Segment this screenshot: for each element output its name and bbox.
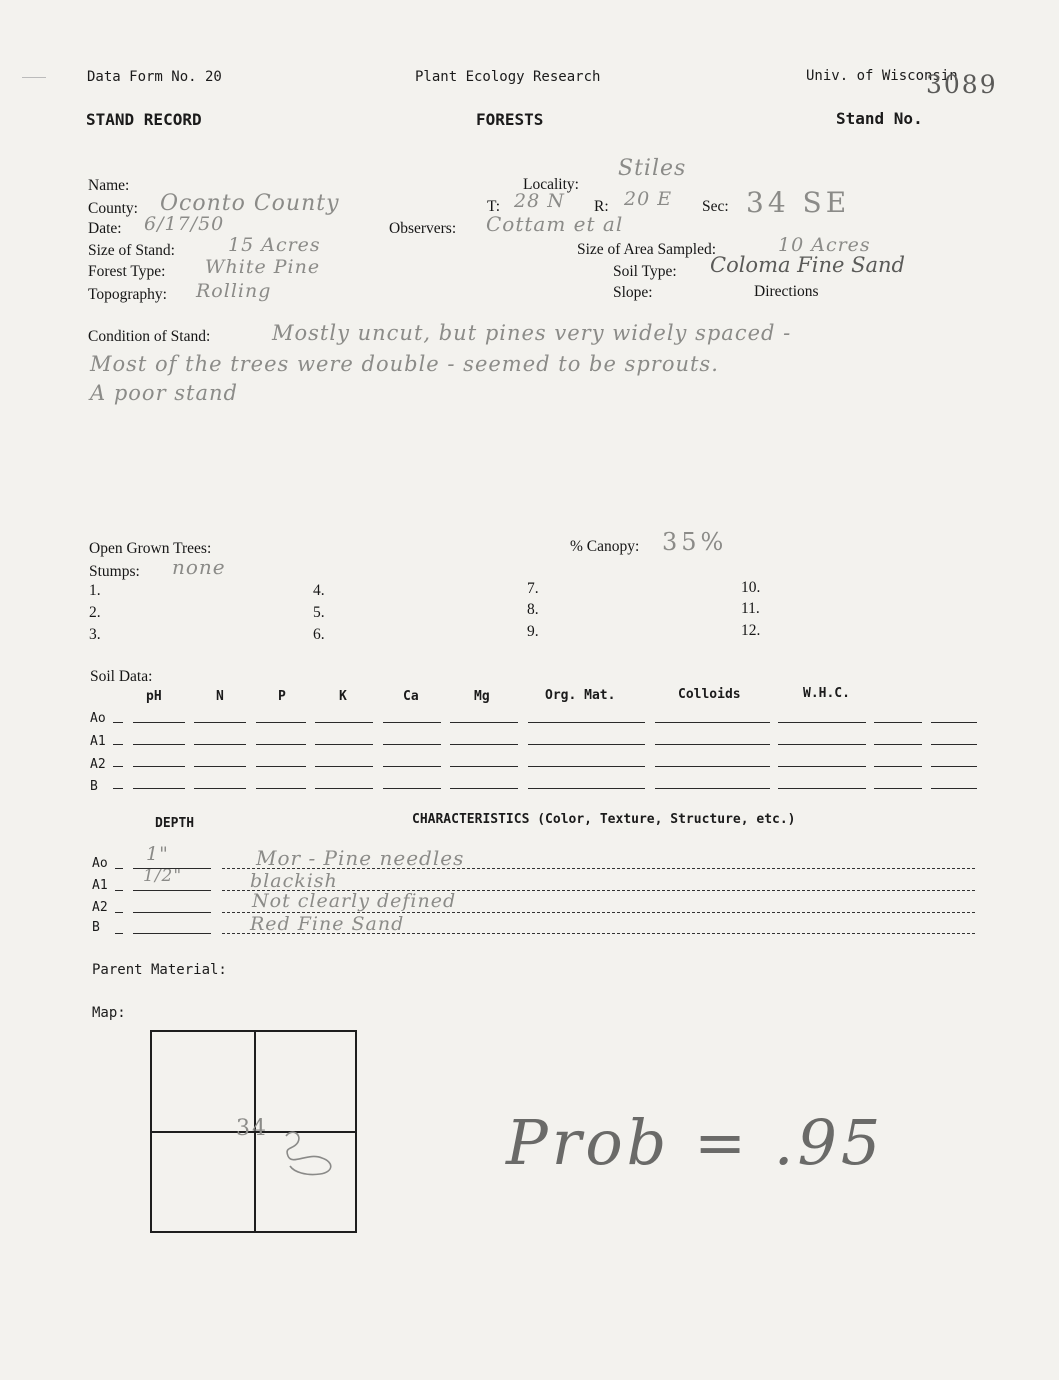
soil-row-label: A2 xyxy=(90,757,106,772)
map-section-number: 34 xyxy=(236,1116,268,1141)
tree-number: 10. xyxy=(741,579,761,596)
soil-col-header: N xyxy=(216,689,224,704)
profile-desc-value: Mor - Pine needles xyxy=(256,846,465,870)
section-value: 34 SE xyxy=(746,186,851,219)
observers-value: Cottam et al xyxy=(486,212,624,236)
map-label: Map: xyxy=(92,1005,126,1021)
range-value: 20 E xyxy=(624,188,673,210)
profile-layer-label: A2 xyxy=(92,900,108,915)
profile-depth-value: 1" xyxy=(146,843,169,865)
soil-row-label: B xyxy=(90,779,98,794)
tree-number: 2. xyxy=(89,604,101,621)
tree-number: 4. xyxy=(313,582,325,599)
condition-label: Condition of Stand: xyxy=(88,328,211,345)
soil-row-label: Ao xyxy=(90,711,106,726)
township-label: T: xyxy=(487,198,501,215)
profile-layer-label: Ao xyxy=(92,856,108,871)
county-label: County: xyxy=(88,200,138,217)
condition-line-3: A poor stand xyxy=(90,381,238,405)
soil-col-header: pH xyxy=(146,689,162,704)
soil-type-value: Coloma Fine Sand xyxy=(710,253,905,277)
size-label: Size of Stand: xyxy=(88,242,175,259)
date-label: Date: xyxy=(88,220,122,237)
tree-number: 12. xyxy=(741,622,761,639)
characteristics-header: CHARACTERISTICS (Color, Texture, Structure, etc.) xyxy=(412,812,796,827)
section-label: Sec: xyxy=(702,198,729,215)
probability-note: Prob = .95 xyxy=(506,1106,885,1179)
township-value: 28 N xyxy=(514,190,565,212)
tree-number: 1. xyxy=(89,582,101,599)
tree-number: 6. xyxy=(313,626,325,643)
name-label: Name: xyxy=(88,177,130,194)
profile-layer-label: B xyxy=(92,920,100,935)
stand-location-sketch xyxy=(278,1126,340,1182)
soil-type-label: Soil Type: xyxy=(613,263,677,280)
locality-label: Locality: xyxy=(523,176,579,193)
scan-mark xyxy=(22,77,46,78)
form-number: Data Form No. 20 xyxy=(87,69,222,85)
soil-col-header: Mg xyxy=(474,689,490,704)
directions-label: Directions xyxy=(754,283,819,300)
forest-type-value: White Pine xyxy=(205,256,321,278)
county-value: Oconto County xyxy=(160,191,340,216)
area-sampled-label: Size of Area Sampled: xyxy=(577,241,717,258)
soil-col-header: W.H.C. xyxy=(803,686,850,701)
depth-header: DEPTH xyxy=(155,816,195,831)
profile-desc-value: Red Fine Sand xyxy=(250,913,405,935)
soil-col-header: Org. Mat. xyxy=(545,688,616,703)
canopy-value: 35% xyxy=(662,528,728,556)
tree-number: 11. xyxy=(741,600,760,617)
observers-label: Observers: xyxy=(389,220,457,237)
soil-data-label: Soil Data: xyxy=(90,668,153,685)
size-value: 15 Acres xyxy=(228,234,321,256)
tree-number: 7. xyxy=(527,580,539,597)
tree-number: 5. xyxy=(313,604,325,621)
university: Univ. of Wisconsin xyxy=(806,68,958,84)
organization: Plant Ecology Research xyxy=(415,69,601,85)
parent-material-label: Parent Material: xyxy=(92,962,227,978)
profile-desc-value: blackish xyxy=(250,870,338,892)
soil-col-header: Ca xyxy=(403,689,419,704)
soil-col-header: K xyxy=(339,689,347,704)
category-title: FORESTS xyxy=(476,110,544,129)
open-grown-label: Open Grown Trees: xyxy=(89,540,212,557)
forest-type-label: Forest Type: xyxy=(88,263,166,280)
profile-depth-value: 1/2" xyxy=(143,866,183,886)
topography-label: Topography: xyxy=(88,286,167,303)
soil-col-header: P xyxy=(278,689,286,704)
profile-layer-label: A1 xyxy=(92,878,108,893)
area-sampled-value: 10 Acres xyxy=(778,234,871,256)
stumps-value: none xyxy=(172,555,226,579)
record-title: STAND RECORD xyxy=(86,110,202,129)
profile-desc-value: Not clearly defined xyxy=(252,890,457,912)
tree-number: 9. xyxy=(527,623,539,640)
slope-label: Slope: xyxy=(613,284,653,301)
condition-line-2: Most of the trees were double - seemed to be sprouts. xyxy=(90,352,719,376)
stand-number-value: 3089 xyxy=(926,70,998,99)
date-value: 6/17/50 xyxy=(144,213,225,235)
soil-col-header: Colloids xyxy=(678,687,741,702)
stumps-label: Stumps: xyxy=(89,563,140,580)
tree-number: 8. xyxy=(527,601,539,618)
locality-value: Stiles xyxy=(618,156,687,181)
section-map xyxy=(150,1030,357,1233)
canopy-label: % Canopy: xyxy=(570,538,640,555)
tree-number: 3. xyxy=(89,626,101,643)
range-label: R: xyxy=(594,198,609,215)
soil-row-label: A1 xyxy=(90,734,106,749)
condition-line-1: Mostly uncut, but pines very widely spaced - xyxy=(272,321,792,345)
topography-value: Rolling xyxy=(196,280,272,302)
stand-number-label: Stand No. xyxy=(836,109,923,128)
